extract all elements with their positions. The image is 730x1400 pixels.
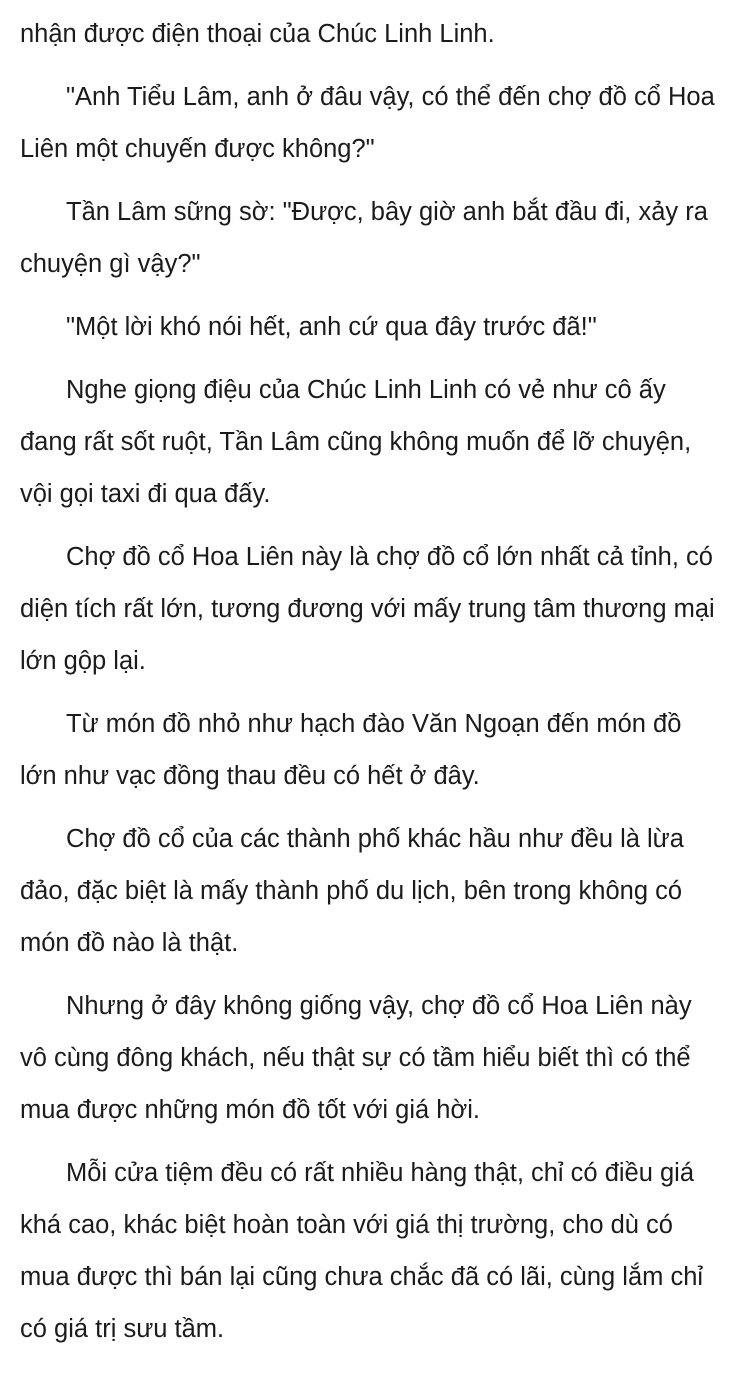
paragraph-3: Tần Lâm sững sờ: "Được, bây giờ anh bắt đầu đi, xảy ra chuyện gì vậy?": [20, 198, 708, 278]
paragraph-8: Chợ đồ cổ của các thành phố khác hầu như đều là lừa đảo, đặc biệt là mấy thành phố du lịch, bên trong không có món đồ nào là thật.: [20, 825, 684, 957]
paragraph-10: Mỗi cửa tiệm đều có rất nhiều hàng thật, chỉ có điều giá khá cao, khác biệt hoàn toàn với giá thị trường, cho dù có mua được thì bán lại cũng chưa chắc đã có lãi, cùng lắm chỉ có giá trị sưu tầm.: [20, 1159, 704, 1343]
paragraph-1: nhận được điện thoại của Chúc Linh Linh.: [20, 20, 495, 48]
paragraph-4: "Một lời khó nói hết, anh cứ qua đây trước đã!": [66, 313, 597, 341]
paragraph-9: Nhưng ở đây không giống vậy, chợ đồ cổ Hoa Liên này vô cùng đông khách, nếu thật sự có tầm hiểu biết thì có thể mua được những món đồ tốt với giá hời.: [20, 992, 692, 1124]
paragraph-2: "Anh Tiểu Lâm, anh ở đâu vậy, có thể đến chợ đồ cổ Hoa Liên một chuyến được không?": [20, 83, 715, 163]
paragraph-5: Nghe giọng điệu của Chúc Linh Linh có vẻ như cô ấy đang rất sốt ruột, Tần Lâm cũng không muốn để lỡ chuyện, vội gọi taxi đi qua đấy.: [20, 376, 692, 508]
article-body: [20, 8, 720, 1355]
paragraph-7: Từ món đồ nhỏ như hạch đào Văn Ngoạn đến món đồ lớn như vạc đồng thau đều có hết ở đây.: [20, 710, 682, 790]
paragraph-6: Chợ đồ cổ Hoa Liên này là chợ đồ cổ lớn nhất cả tỉnh, có diện tích rất lớn, tương đương với mấy trung tâm thương mại lớn gộp lại.: [20, 543, 715, 675]
